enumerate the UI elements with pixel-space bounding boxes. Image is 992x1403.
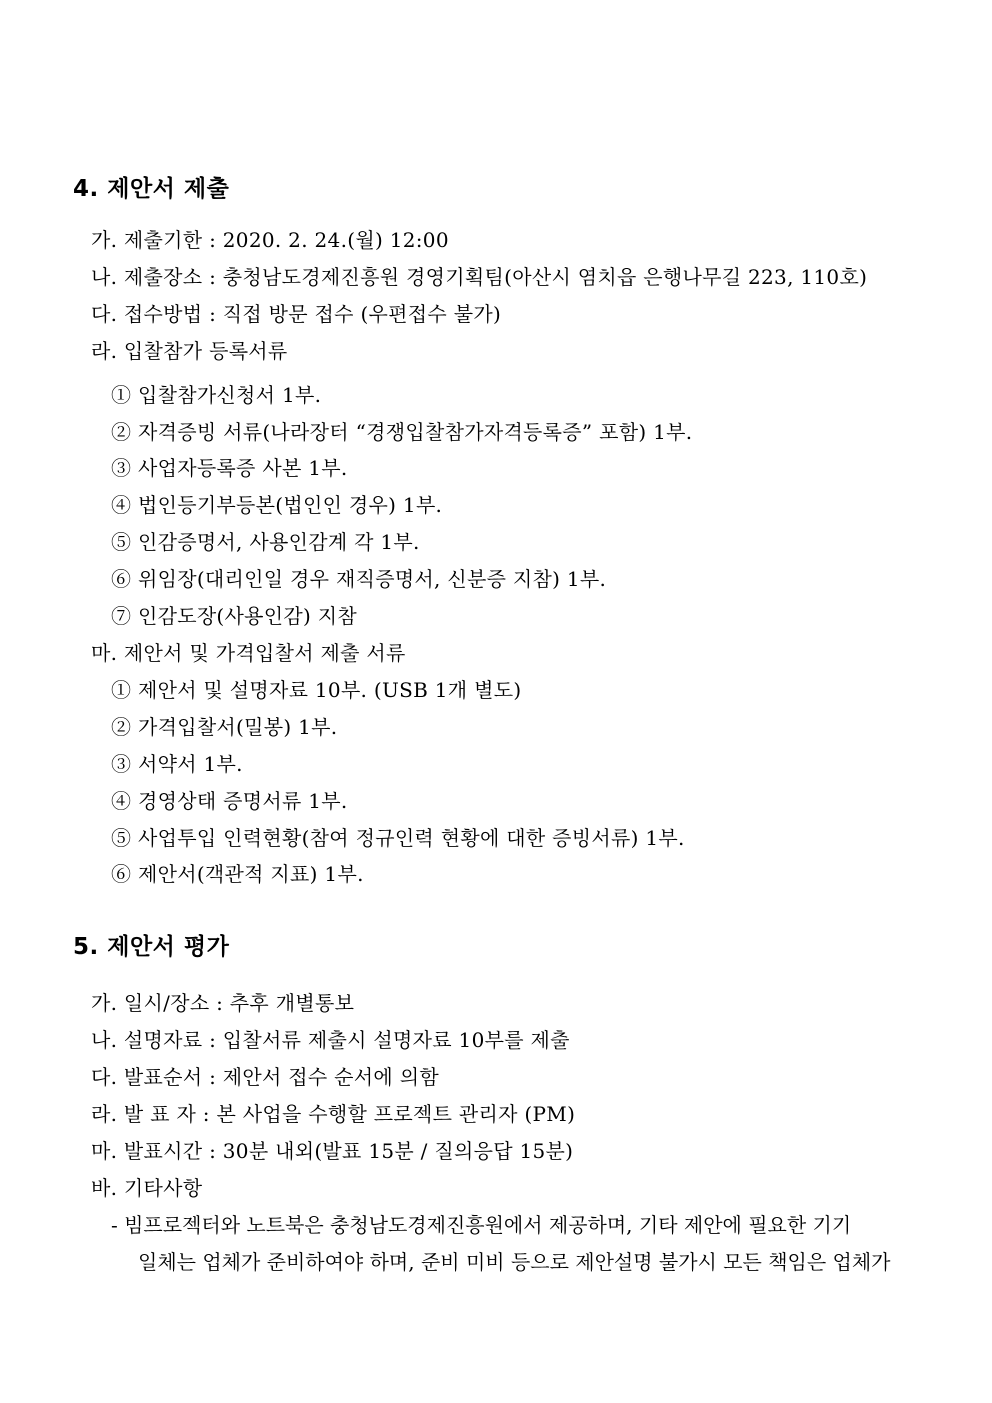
- eval-item: 다. 발표순서 : 제안서 접수 순서에 의함: [91, 1065, 439, 1089]
- section-4-heading: 4. 제안서 제출: [73, 176, 230, 202]
- registration-doc: ④ 법인등기부등본(법인인 경우) 1부.: [111, 493, 443, 517]
- proposal-doc: ⑥ 제안서(객관적 지표) 1부.: [111, 862, 364, 886]
- item-proposal-docs: 마. 제안서 및 가격입찰서 제출 서류: [91, 641, 406, 665]
- registration-doc: ⑤ 인감증명서, 사용인감계 각 1부.: [111, 530, 420, 554]
- proposal-doc: ⑤ 사업투입 인력현황(참여 정규인력 현황에 대한 증빙서류) 1부.: [111, 826, 685, 850]
- registration-doc: ② 자격증빙 서류(나라장터 “경쟁입찰참가자격등록증” 포함) 1부.: [111, 420, 693, 444]
- registration-doc: ⑥ 위임장(대리인일 경우 재직증명서, 신분증 지참) 1부.: [111, 567, 607, 591]
- section-5-heading: 5. 제안서 평가: [73, 934, 230, 960]
- eval-item: 나. 설명자료 : 입찰서류 제출시 설명자료 10부를 제출: [91, 1028, 570, 1052]
- proposal-doc: ① 제안서 및 설명자료 10부. (USB 1개 별도): [111, 678, 522, 702]
- eval-item: 바. 기타사항: [91, 1176, 203, 1200]
- proposal-doc: ② 가격입찰서(밀봉) 1부.: [111, 715, 338, 739]
- note-line: - 빔프로젝터와 노트북은 충청남도경제진흥원에서 제공하며, 기타 제안에 필요한 기기: [111, 1213, 852, 1237]
- registration-doc: ③ 사업자등록증 사본 1부.: [111, 456, 348, 480]
- item-location: 나. 제출장소 : 충청남도경제진흥원 경영기획팀(아산시 염치읍 은행나무길 223, 110호): [91, 265, 868, 289]
- item-method: 다. 접수방법 : 직접 방문 접수 (우편접수 불가): [91, 302, 502, 326]
- note-line: 일체는 업체가 준비하여야 하며, 준비 미비 등으로 제안설명 불가시 모든 책임은 업체가: [138, 1250, 891, 1274]
- registration-doc: ① 입찰참가신청서 1부.: [111, 383, 322, 407]
- eval-item: 마. 발표시간 : 30분 내외(발표 15분 / 질의응답 15분): [91, 1139, 574, 1163]
- item-registration: 라. 입찰참가 등록서류: [91, 339, 288, 363]
- proposal-doc: ④ 경영상태 증명서류 1부.: [111, 789, 348, 813]
- registration-doc: ⑦ 인감도장(사용인감) 지참: [111, 604, 358, 628]
- eval-item: 라. 발 표 자 : 본 사업을 수행할 프로젝트 관리자 (PM): [91, 1102, 576, 1126]
- item-deadline: 가. 제출기한 : 2020. 2. 24.(월) 12:00: [91, 228, 449, 252]
- eval-item: 가. 일시/장소 : 추후 개별통보: [91, 991, 355, 1015]
- proposal-doc: ③ 서약서 1부.: [111, 752, 243, 776]
